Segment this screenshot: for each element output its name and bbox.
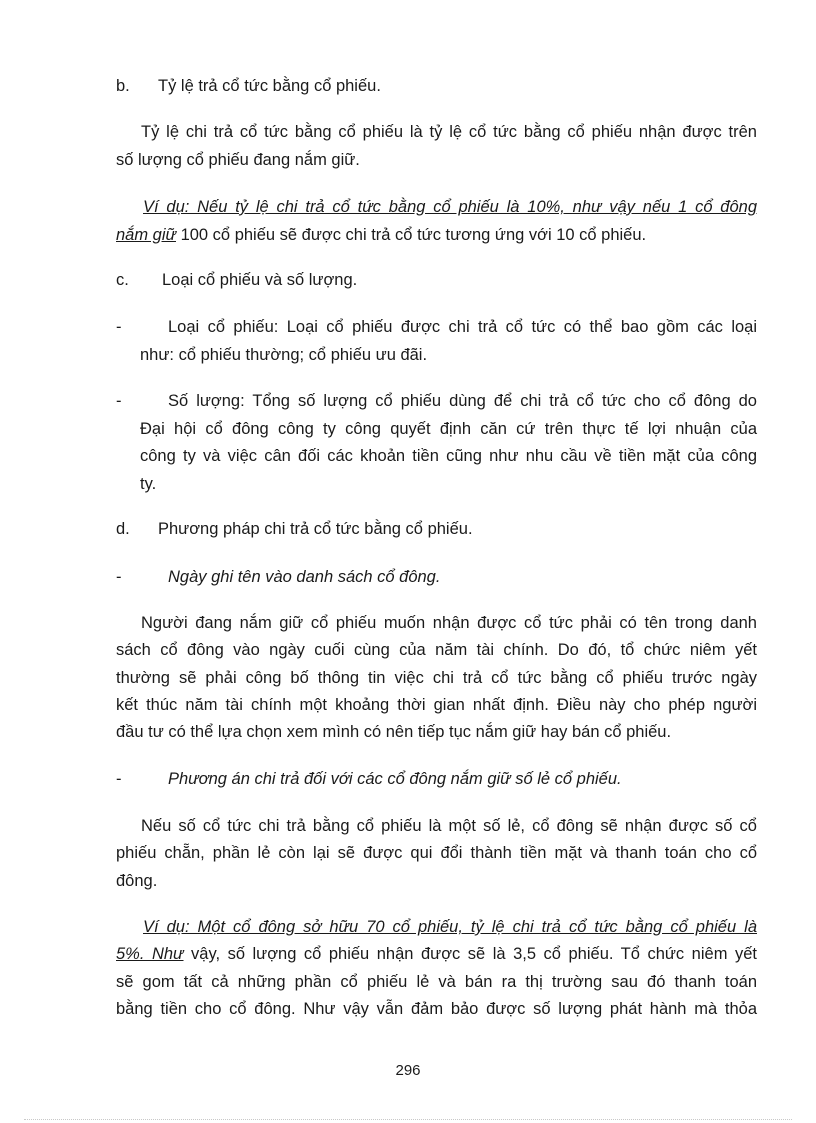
list-item-2-line-4: ty. xyxy=(140,475,157,493)
example-2-rest: vậy, số lượng cổ phiếu nhận được sẽ là 3,5 cổ phiếu. Tổ chức niêm yết xyxy=(183,945,757,963)
paragraph-1-line-1: Tỷ lệ chi trả cổ tức bằng cổ phiếu là tỷ lệ cổ tức bằng cổ phiếu nhận được trên xyxy=(141,123,757,141)
example-2-line-4: bằng tiền cho cổ đông. Như vậy vẫn đảm bảo được số lượng phát hành mà thỏa xyxy=(116,1000,757,1018)
list-item-2-line-3: công ty và việc cân đối các khoản tiền cũng như nhu cầu về tiền mặt của công xyxy=(140,447,757,465)
list-item-4: Phương án chi trả đối với các cổ đông nắm giữ số lẻ cổ phiếu. xyxy=(168,770,622,788)
paragraph-2-line-4: kết thúc năm tài chính một khoảng thời gian nhất định. Điều này cho phép người xyxy=(116,696,757,714)
paragraph-1-line-2: số lượng cổ phiếu đang nắm giữ. xyxy=(116,151,360,169)
paragraph-2-line-5: đầu tư có thể lựa chọn xem mình có nên tiếp tục nắm giữ hay bán cổ phiếu. xyxy=(116,723,672,741)
list-item-2-line-1: Số lượng: Tổng số lượng cổ phiếu dùng để chi trả cổ tức cho cổ đông do xyxy=(168,392,757,410)
section-heading-c: Loại cổ phiếu và số lượng. xyxy=(162,271,358,289)
example-1-line-1: Ví dụ: Nếu tỷ lệ chi trả cổ tức bằng cổ phiếu là 10%, như vậy nếu 1 cổ đông xyxy=(143,198,757,216)
example-2-emphasis: 5%. Như xyxy=(116,945,184,963)
page-number: 296 xyxy=(395,1062,421,1079)
section-marker-c: c. xyxy=(116,271,129,289)
list-item-2-line-2: Đại hội cổ đông công ty công quyết định căn cứ trên thực tế lợi nhuận của xyxy=(140,420,757,438)
list-bullet-4: - xyxy=(116,770,122,788)
paragraph-3-line-3: đông. xyxy=(116,872,158,890)
example-1-rest: 100 cổ phiếu sẽ được chi trả cổ tức tương ứng với 10 cổ phiếu. xyxy=(175,226,647,244)
list-bullet-2: - xyxy=(116,392,122,410)
paragraph-2-line-2: sách cổ đông vào ngày cuối cùng của năm tài chính. Do đó, tổ chức niêm yết xyxy=(116,641,757,659)
paragraph-2-line-3: thường sẽ phải công bố thông tin việc chi trả cổ tức bằng cổ phiếu trước ngày xyxy=(116,669,757,687)
example-1-line-2 xyxy=(116,225,646,245)
paragraph-3-line-2: phiếu chẵn, phần lẻ còn lại sẽ được qui đổi thành tiền mặt và thanh toán cho cổ xyxy=(116,844,757,862)
footer-divider xyxy=(24,1119,792,1120)
example-2-line-3: sẽ gom tất cả những phần cổ phiếu lẻ và bán ra thị trường sau đó thanh toán xyxy=(116,973,757,991)
example-2-line-1: Ví dụ: Một cổ đông sở hữu 70 cổ phiếu, tỷ lệ chi trả cổ tức bằng cổ phiếu là xyxy=(143,918,757,936)
list-item-3: Ngày ghi tên vào danh sách cổ đông. xyxy=(168,568,441,586)
paragraph-3-line-1: Nếu số cổ tức chi trả bằng cổ phiếu là một số lẻ, cổ đông sẽ nhận được số cổ xyxy=(141,817,757,835)
example-1-emphasis: nắm giữ xyxy=(116,226,176,244)
example-2-line-2 xyxy=(116,944,757,964)
section-heading-d: Phương pháp chi trả cổ tức bằng cổ phiếu. xyxy=(158,520,473,538)
list-bullet-3: - xyxy=(116,568,122,586)
list-item-1-line-1: Loại cổ phiếu: Loại cổ phiếu được chi trả cổ tức có thể bao gồm các loại xyxy=(168,318,757,336)
paragraph-2-line-1: Người đang nắm giữ cổ phiếu muốn nhận được cổ tức phải có tên trong danh xyxy=(141,614,757,632)
section-heading-b: Tỷ lệ trả cổ tức bằng cổ phiếu. xyxy=(158,77,381,95)
list-bullet-1: - xyxy=(116,318,122,336)
section-marker-d: d. xyxy=(116,520,130,538)
section-marker-b: b. xyxy=(116,77,130,95)
list-item-1-line-2: như: cổ phiếu thường; cổ phiếu ưu đãi. xyxy=(140,346,428,364)
